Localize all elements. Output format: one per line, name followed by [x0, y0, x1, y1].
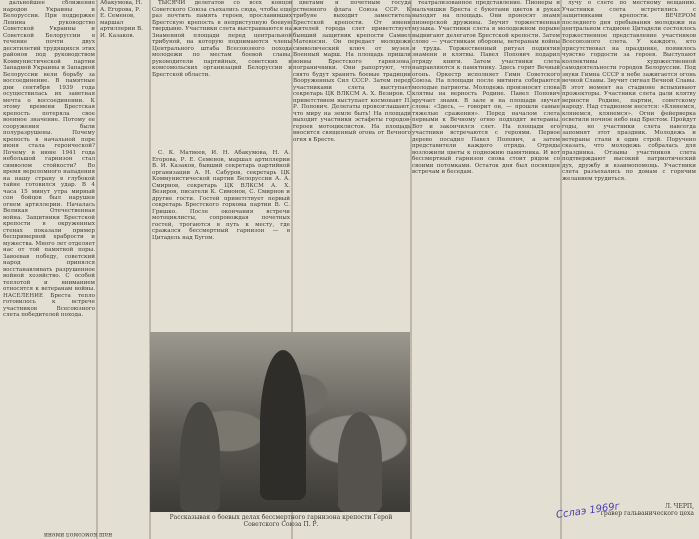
date-stamp: Сслаэ 1969г: [555, 501, 621, 521]
photo-figure-right: [338, 412, 382, 512]
author-role: гравер гальванического цеха: [600, 510, 694, 517]
column-5-text: лучу о слете по местному вещанию. Участники слета встретились с защитниками крепости. ВЕЧЕРОМ последнего дня пребывания молодежи на центральном стадионе Цитадели состоялось торжественное представление участников Всесоюзного слета. У каждого, кто присутствовал на празднике, появилось чувство гордости за героев. Выступают коллективы художественной самодеятельности городов Белоруссии. Под звуки Гимна СССР в небе зажигается огонь вечной Славы. Звучит сигнал Вечной Славы. В этот момент на стадионе вспыхивают прожекторы. Участники слета дали клятву верности Родине, партии, советскому народу. Над стадионом несется: «Клянемся, клянемся, клянемся». Огни фейерверка осветили ночное небо над Брестом. Пройдут годы, но участники слета навсегда запомнят этот праздник. Молодежь и ветераны стали в один строй. Поручено сказать, что молодежь собралась для праздника. Отзывы участников слета подтверждают высокий патриотический дух, дружбу и взаимопомощь. Участники слета разъехались по домам с горячим желанием трудиться.: [562, 0, 696, 182]
author-name: Л. ЧЕРП,: [664, 503, 694, 510]
article-column-5: [562, 0, 696, 505]
article-column-3: [293, 0, 411, 375]
news-photo: [150, 332, 410, 512]
column-4-text: театрализованное представление. Пионеры и мальчишки Бреста с букетами цветов в руках выходят на площадь. Они проносят знамя пионерской дружины. Звучит торжественная музыка. Участники слета в молодежном порыве выдвигают делегатов Брестской крепости. Затем слово — участникам обороны, ветеранам войны и труда. Торжественный ритуал поднятия знамени и клятвы. Павел Попович подарил отряду книги. Затем участники слета направляются к памятнику. Здесь горит Вечный огонь. Оркестр исполняет Гимн Советского Союза. На площади после митинга собираются молодые патриоты. Молодежь произносит слова клятвы на верность Родине. Павел Попович вручает знамя. В зале и на площади звучат слова: «Здесь, — говорит он, — прошли самые тяжелые сражения». Перед началом слета первыми к Вечному огню подходят ветераны. Вот и закончился слет. На площади его участники встречаются с героями. Первое дерево посадил Павел Попович, а затем представители каждого отряда. Отряды возложили цветы к подножию памятника. И вот бессмертный гарнизон снова стоит рядом со своими потомками. Остаток дня был посвящен встречам и беседам.: [412, 0, 560, 175]
photo-figure-left: [180, 402, 220, 512]
article-column-2: [152, 0, 292, 150]
column-1-text: дальнейшее сближение народов Украины и Белоруссии. При поддержке Ленина руководство Советской Украины и Советской Белоруссии в течение почти двух десятилетий трудящихся этих районов под руководством Коммунистической партии Западной Украины и Западной Белоруссии вели борьбу за воссоединение. В памятные дни сентября 1939 года осуществилась их заветная мечта о воссоединении. К этому времени Брестская крепость потеряла свое военное значение. Потому ее сооружения были полуразрушены. Почему крепость в начальной поре июня стала героической? Почему в июне 1941 года небольшой гарнизон стал символом стойкости? Во время вероломного нападения на нашу страну в глубокой тайне готовился удар. В 4 часа 15 минут утра мирный сон бойцов был нарушен огнем артиллерии. Началась Великая Отечественная война. Защитники Брестской крепости в окруженных стенах показали пример беспримерной храбрости и мужества. Много лет отделяет нас от той памятной поры. Завоевав победу, советский народ принялся восстанавливать разрушенное войной хозяйство. С особой теплотой и вниманием относятся к ветеранам войны. НАСЕЛЕНИЕ Бреста тепло готовилось к встрече участников Всесоюзного слета победителей похода.: [3, 0, 95, 318]
author-signature: [582, 503, 694, 533]
photo-figure-officer: [260, 350, 306, 500]
top-strip-text: Абакумова, Н. А. Егорова, Р. Е. Семенов, маршал артиллерии В. И. Казаков.: [100, 0, 143, 39]
photo-caption: Рассказывая о боевых делах бессмертного гарнизона крепости Герой Советского Союза П. Р.: [169, 514, 393, 528]
column-3-text: цветами и почетным госуда рственного флага Союза ССР. К трибуне выходит заместитель Брестской крепости. От имени жителей города слет приветствует бывший защитник крепости Самвел Матевосян. Он передает молодежи символический ключ от музея. Военный марш. На площадь пришли воины Брестского гарнизона, пограничники. Они рапортуют, что свято будут хранить боевые традиции Вооруженных Сил СССР. Затем перед участниками слета выступает секретарь ЦК ВЛКСМ А. Х. Везиров. С приветствием выступает космонавт П. Р. Попович. Делегаты провозглашают, что миру на земле быть! На площади выходит участники эстафеты городов-героев мотоциклистов. На площадь вносится священный огонь от Вечного огня в Бресте.: [293, 0, 411, 143]
column-rule: [96, 0, 98, 539]
article-column-1: [3, 0, 95, 520]
article-column-2-continued: [152, 150, 290, 330]
article-column-4: [412, 0, 560, 495]
column-2-text: ТЫСЯЧИ делегатов со всех концов Советского Союза съехались сюда, чтобы еще раз почтить память героев, прославивших Брестскую крепость в неприступную боевую твердыню. Участники слета выстраиваются на Знаменной площади перед центральной трибуной, на которую поднимаются члены Центрального штаба Всесоюзного похода молодежи по местам боевой славы, руководители партийных, советских и комсомольских организаций Белоруссии и Брестской области.: [152, 0, 292, 78]
column-2b-text: С. К. Матвеев, И. Н. Абакумова, Н. А. Егорова, Р. Е. Семенов, маршал артиллерии В. И. Казаков, бывший секретарь партийной организации А. Н. Сабуров, секретарь ЦК Коммунистической партии Белоруссии А. А. Смирнов, секретарь ЦК ВЛКСМ А. Х. Везиров, писатели К. Симонов, С. Смирнов и другие гости. Гостей приветствует первый секретарь Брестского горкома партии В. С. Гришко. После окончания встречи мотоциклисты, сопровождая почетных гостей, трогаются в путь к месту, где сражался бессмертный гарнизон — в Цитадель над Бугом.: [152, 150, 290, 241]
footer-strip-text: наш комсомол имени: [43, 531, 113, 538]
